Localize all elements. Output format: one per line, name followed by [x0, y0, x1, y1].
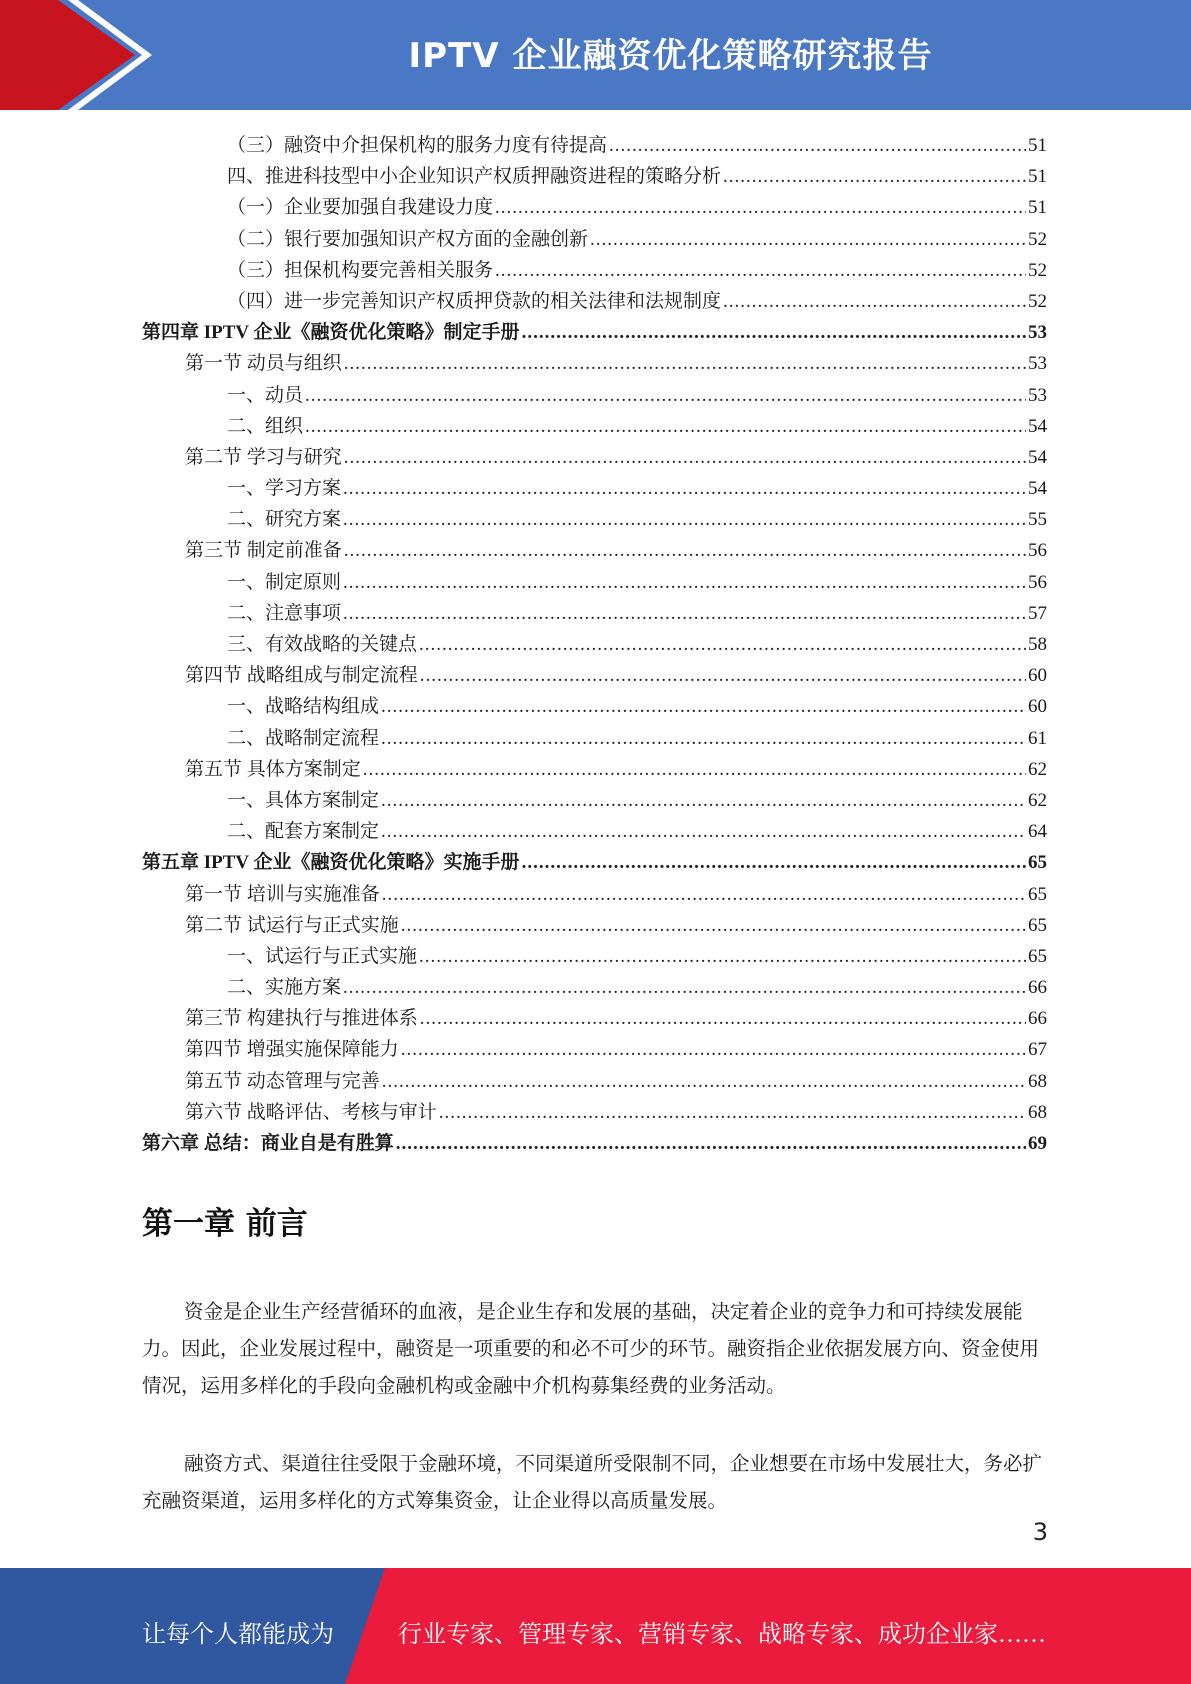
- toc-entry-title: 一、具体方案制定: [227, 789, 380, 811]
- toc-entry-title: （三）融资中介担保机构的服务力度有待提高: [227, 135, 608, 156]
- toc-entry[interactable]: [142, 754, 1047, 785]
- toc-dot-leader: [343, 598, 1026, 629]
- toc-entry-title: 第六章 总结：商业自是有胜算: [142, 1133, 394, 1154]
- toc-dot-leader: [343, 972, 1026, 1003]
- toc-entry[interactable]: [142, 1003, 1047, 1034]
- header-band: [0, 0, 1191, 110]
- toc-entry-title: （三）担保机构要完善相关服务: [227, 259, 494, 281]
- toc-entry-title: 二、研究方案: [227, 509, 342, 531]
- toc-dot-leader: [522, 847, 1026, 878]
- toc-entry[interactable]: [142, 816, 1047, 847]
- toc-entry-page: 65: [1028, 883, 1047, 905]
- toc-entry[interactable]: [142, 691, 1047, 722]
- toc-dot-leader: [344, 535, 1026, 566]
- toc-entry-title: 第四章 IPTV 企业《融资优化策略》制定手册: [142, 322, 520, 344]
- toc-entry[interactable]: [142, 535, 1047, 566]
- toc-dot-leader: [495, 255, 1026, 286]
- page-number: 3: [1032, 1518, 1048, 1546]
- toc-entry-page: 51: [1028, 197, 1047, 219]
- toc-dot-leader: [609, 130, 1026, 161]
- toc-entry-title: 二、实施方案: [227, 977, 342, 999]
- toc-dot-leader: [305, 380, 1026, 411]
- toc-entry-page: 52: [1028, 290, 1047, 312]
- toc-entry-page: 60: [1028, 665, 1047, 687]
- toc-entry[interactable]: [142, 910, 1047, 941]
- toc-entry-title: 一、战略结构组成: [227, 696, 380, 718]
- toc-entry-page: 52: [1028, 228, 1047, 250]
- toc-dot-leader: [344, 442, 1026, 473]
- toc-entry-page: 51: [1028, 135, 1047, 156]
- toc-entry[interactable]: [142, 1066, 1047, 1097]
- toc-entry-page: 54: [1028, 415, 1047, 437]
- toc-entry-title: 一、制定原则: [227, 571, 342, 593]
- toc-entry[interactable]: [142, 504, 1047, 535]
- toc-entry-title: 一、动员: [227, 384, 304, 406]
- toc-dot-leader: [522, 317, 1026, 348]
- toc-entry-page: 58: [1028, 634, 1047, 655]
- chapter-heading: 第一章 前言: [142, 1206, 308, 1242]
- toc-dot-leader: [401, 1034, 1026, 1065]
- toc-entry-page: 65: [1028, 945, 1047, 967]
- toc-entry-title: 第一节 培训与实施准备: [185, 883, 380, 905]
- toc-entry-page: 67: [1028, 1039, 1047, 1061]
- toc-entry[interactable]: [142, 317, 1047, 348]
- toc-entry-title: 第二节 试运行与正式实施: [185, 914, 399, 936]
- toc-dot-leader: [382, 1066, 1026, 1097]
- toc-dot-leader: [344, 348, 1026, 379]
- toc-entry-title: 第五章 IPTV 企业《融资优化策略》实施手册: [142, 852, 520, 874]
- toc-entry-title: 一、试运行与正式实施: [227, 945, 418, 967]
- footer-slogan-right: 行业专家、管理专家、营销专家、战略专家、成功企业家……: [398, 1622, 1046, 1648]
- toc-entry-page: 65: [1028, 852, 1047, 874]
- toc-entry[interactable]: [142, 972, 1047, 1003]
- toc-entry-page: 60: [1028, 696, 1047, 718]
- toc-entry-page: 53: [1028, 384, 1047, 406]
- toc-dot-leader: [381, 723, 1026, 754]
- toc-entry-title: 第一节 动员与组织: [185, 353, 342, 375]
- toc-dot-leader: [590, 224, 1026, 255]
- toc-entry[interactable]: [142, 1034, 1047, 1065]
- toc-entry[interactable]: [142, 941, 1047, 972]
- toc-entry-page: 68: [1028, 1070, 1047, 1092]
- footer-slogan-left: 让每个人都能成为: [142, 1622, 334, 1648]
- toc-entry[interactable]: [142, 286, 1047, 317]
- toc-entry-title: 第六节 战略评估、考核与审计: [185, 1101, 437, 1123]
- toc-entry-page: 55: [1028, 509, 1047, 531]
- toc-entry[interactable]: [142, 785, 1047, 816]
- toc-dot-leader: [439, 1097, 1026, 1128]
- header-title: IPTV 企业融资优化策略研究报告: [408, 36, 933, 76]
- toc-entry-page: 68: [1028, 1101, 1047, 1123]
- toc-entry[interactable]: [142, 161, 1047, 192]
- toc-entry-title: 第四节 增强实施保障能力: [185, 1039, 399, 1061]
- body-paragraph: 资金是企业生产经营循环的血液，是企业生存和发展的基础，决定着企业的竞争力和可持续发展能力。因此，企业发展过程中，融资是一项重要的和必不可少的环节。融资指企业依据发展方向、资金使用情况，运用多样化的手段向金融机构或金融中介机构募集经费的业务活动。: [142, 1302, 1040, 1397]
- toc-dot-leader: [363, 754, 1026, 785]
- toc-entry-title: （一）企业要加强自我建设力度: [227, 197, 494, 219]
- toc-entry[interactable]: [142, 130, 1047, 161]
- toc-entry-title: 二、战略制定流程: [227, 727, 380, 749]
- toc-entry-title: 四、推进科技型中小企业知识产权质押融资进程的策略分析: [227, 166, 722, 188]
- toc-dot-leader: [420, 660, 1026, 691]
- toc-entry[interactable]: [142, 567, 1047, 598]
- toc-entry-title: 一、学习方案: [227, 478, 342, 500]
- toc-entry[interactable]: [142, 411, 1047, 442]
- toc-dot-leader: [495, 192, 1026, 223]
- toc-entry-page: 53: [1028, 322, 1047, 344]
- toc-dot-leader: [305, 411, 1026, 442]
- toc-entry-title: 二、组织: [227, 415, 304, 437]
- toc-entry[interactable]: [142, 879, 1047, 910]
- toc-entry-page: 65: [1028, 914, 1047, 936]
- toc-entry-page: 54: [1028, 478, 1047, 500]
- toc-dot-leader: [381, 691, 1026, 722]
- toc-entry-page: 66: [1028, 1008, 1047, 1030]
- toc-dot-leader: [419, 941, 1026, 972]
- toc-entry[interactable]: [142, 660, 1047, 691]
- toc-entry-page: 57: [1028, 602, 1047, 624]
- toc-entry[interactable]: [142, 847, 1047, 878]
- toc-entry-title: 第五节 动态管理与完善: [185, 1070, 380, 1092]
- toc-entry-page: 54: [1028, 446, 1047, 468]
- toc-entry-page: 53: [1028, 353, 1047, 375]
- toc-entry[interactable]: [142, 348, 1047, 379]
- toc-entry[interactable]: [142, 380, 1047, 411]
- toc-dot-leader: [723, 161, 1026, 192]
- toc-dot-leader: [381, 785, 1026, 816]
- toc-entry-title: 三、有效战略的关键点: [227, 634, 418, 655]
- toc-entry-title: 第三节 制定前准备: [185, 540, 342, 562]
- toc-entry[interactable]: [142, 192, 1047, 223]
- toc-entry-title: 第四节 战略组成与制定流程: [185, 665, 418, 687]
- toc-dot-leader: [420, 1003, 1026, 1034]
- toc-entry-title: （二）银行要加强知识产权方面的金融创新: [227, 228, 589, 250]
- toc-entry[interactable]: [142, 224, 1047, 255]
- toc-entry[interactable]: [142, 442, 1047, 473]
- toc-dot-leader: [343, 473, 1026, 504]
- toc-entry-title: （四）进一步完善知识产权质押贷款的相关法律和法规制度: [227, 290, 722, 312]
- toc-entry-page: 56: [1028, 540, 1047, 562]
- toc-dot-leader: [419, 629, 1026, 660]
- toc-entry-title: 二、配套方案制定: [227, 821, 380, 843]
- toc-entry[interactable]: [142, 629, 1047, 660]
- toc-entry-title: 第三节 构建执行与推进体系: [185, 1008, 418, 1030]
- body-paragraph: 融资方式、渠道往往受限于金融环境，不同渠道所受限制不同，企业想要在市场中发展壮大，务必扩充融资渠道，运用多样化的方式筹集资金，让企业得以高质量发展。: [142, 1454, 1043, 1512]
- toc-dot-leader: [396, 1128, 1026, 1159]
- toc-dot-leader: [381, 816, 1026, 847]
- toc-entry-page: 69: [1028, 1133, 1047, 1154]
- toc-dot-leader: [401, 910, 1026, 941]
- toc-entry[interactable]: [142, 598, 1047, 629]
- toc-entry[interactable]: [142, 723, 1047, 754]
- toc-entry-page: 56: [1028, 571, 1047, 593]
- toc-dot-leader: [343, 504, 1026, 535]
- toc-entry-title: 第二节 学习与研究: [185, 446, 342, 468]
- toc-entry-title: 二、注意事项: [227, 602, 342, 624]
- toc-entry[interactable]: [142, 1128, 1047, 1159]
- toc-entry-page: 61: [1028, 727, 1047, 749]
- toc-entry-page: 64: [1028, 821, 1047, 843]
- toc-entry[interactable]: [142, 255, 1047, 286]
- header-arrow-icon: [0, 0, 160, 110]
- toc-entry-page: 62: [1028, 758, 1047, 780]
- table-of-contents: [142, 130, 1047, 1159]
- toc-entry[interactable]: [142, 1097, 1047, 1128]
- toc-entry[interactable]: [142, 473, 1047, 504]
- toc-entry-page: 66: [1028, 977, 1047, 999]
- toc-dot-leader: [723, 286, 1026, 317]
- toc-entry-page: 52: [1028, 259, 1047, 281]
- toc-entry-title: 第五节 具体方案制定: [185, 758, 361, 780]
- toc-dot-leader: [343, 567, 1026, 598]
- footer-band: [0, 1568, 1191, 1684]
- toc-dot-leader: [382, 879, 1026, 910]
- toc-entry-page: 51: [1028, 166, 1047, 188]
- toc-entry-page: 62: [1028, 789, 1047, 811]
